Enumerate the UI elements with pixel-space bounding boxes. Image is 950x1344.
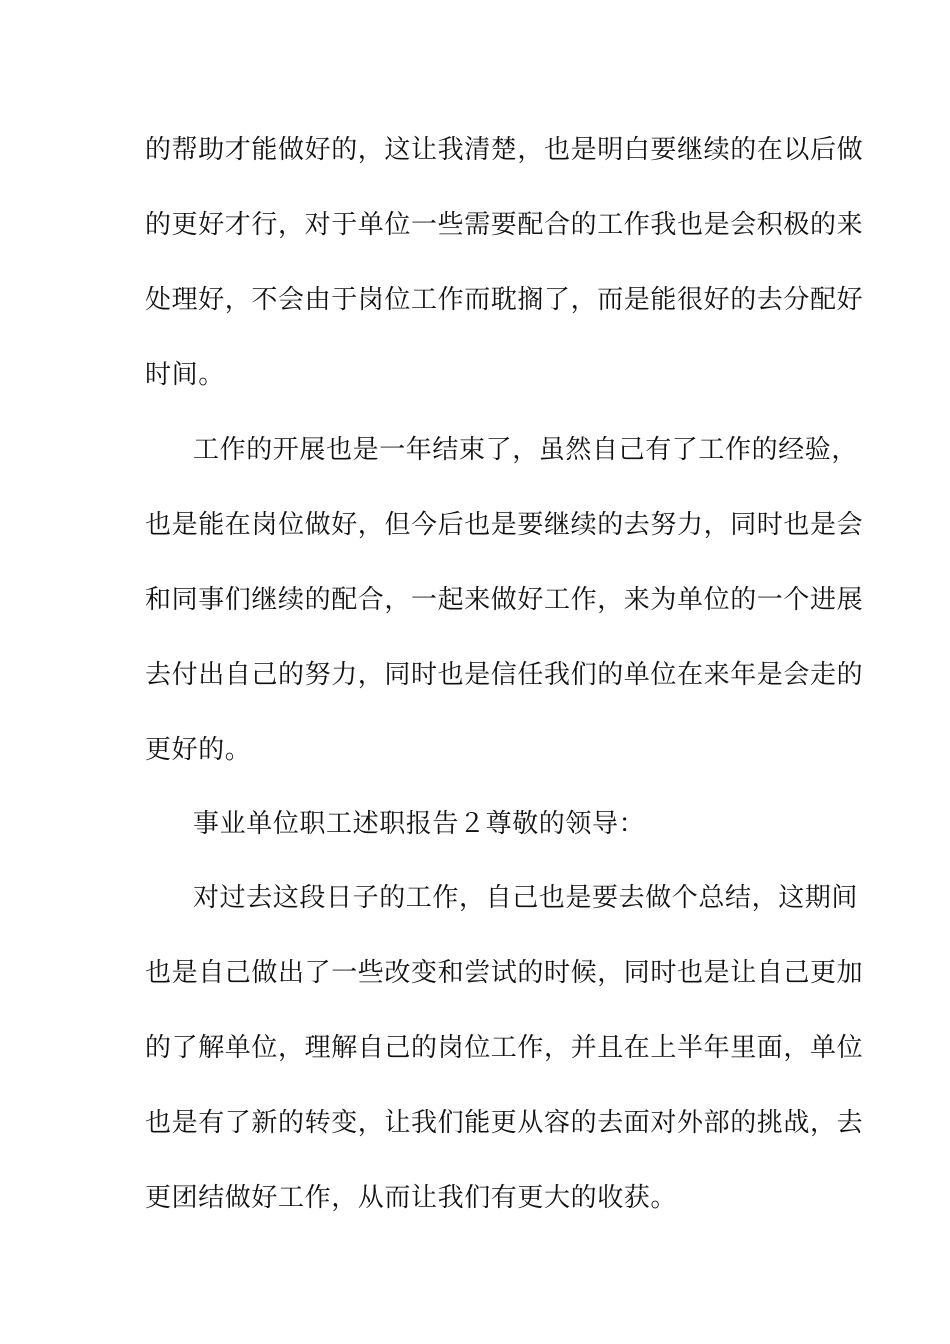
- text-line: 处理好，不会由于岗位工作而耽搁了，而是能很好的去分配好: [145, 285, 864, 315]
- text-line: 也是有了新的转变，让我们能更从容的去面对外部的挑战，去: [145, 1108, 864, 1138]
- text-line: 也是自己做出了一些改变和尝试的时候，同时也是让自己更加: [145, 958, 864, 988]
- section-heading: 事业单位职工述职报告２尊敬的领导：: [193, 809, 646, 839]
- text-line: 也是能在岗位做好，但今后也是要继续的去努力，同时也是会: [145, 510, 864, 540]
- text-line: 的帮助才能做好的，这让我清楚，也是明白要继续的在以后做: [145, 135, 864, 165]
- paragraph-first-line: 工作的开展也是一年结束了，虽然自己有了工作的经验，: [193, 435, 859, 465]
- text-line: 更好的。: [145, 735, 252, 765]
- text-line: 去付出自己的努力，同时也是信任我们的单位在来年是会走的: [145, 660, 864, 690]
- text-line: 时间。: [145, 360, 225, 390]
- text-line: 的更好才行，对于单位一些需要配合的工作我也是会积极的来: [145, 210, 864, 240]
- text-line: 和同事们继续的配合，一起来做好工作，来为单位的一个进展: [145, 585, 864, 615]
- text-line: 的了解单位，理解自己的岗位工作，并且在上半年里面，单位: [145, 1033, 864, 1063]
- text-line: 更团结做好工作，从而让我们有更大的收获。: [145, 1183, 678, 1213]
- paragraph-first-line: 对过去这段日子的工作，自己也是要去做个总结，这期间: [193, 883, 859, 913]
